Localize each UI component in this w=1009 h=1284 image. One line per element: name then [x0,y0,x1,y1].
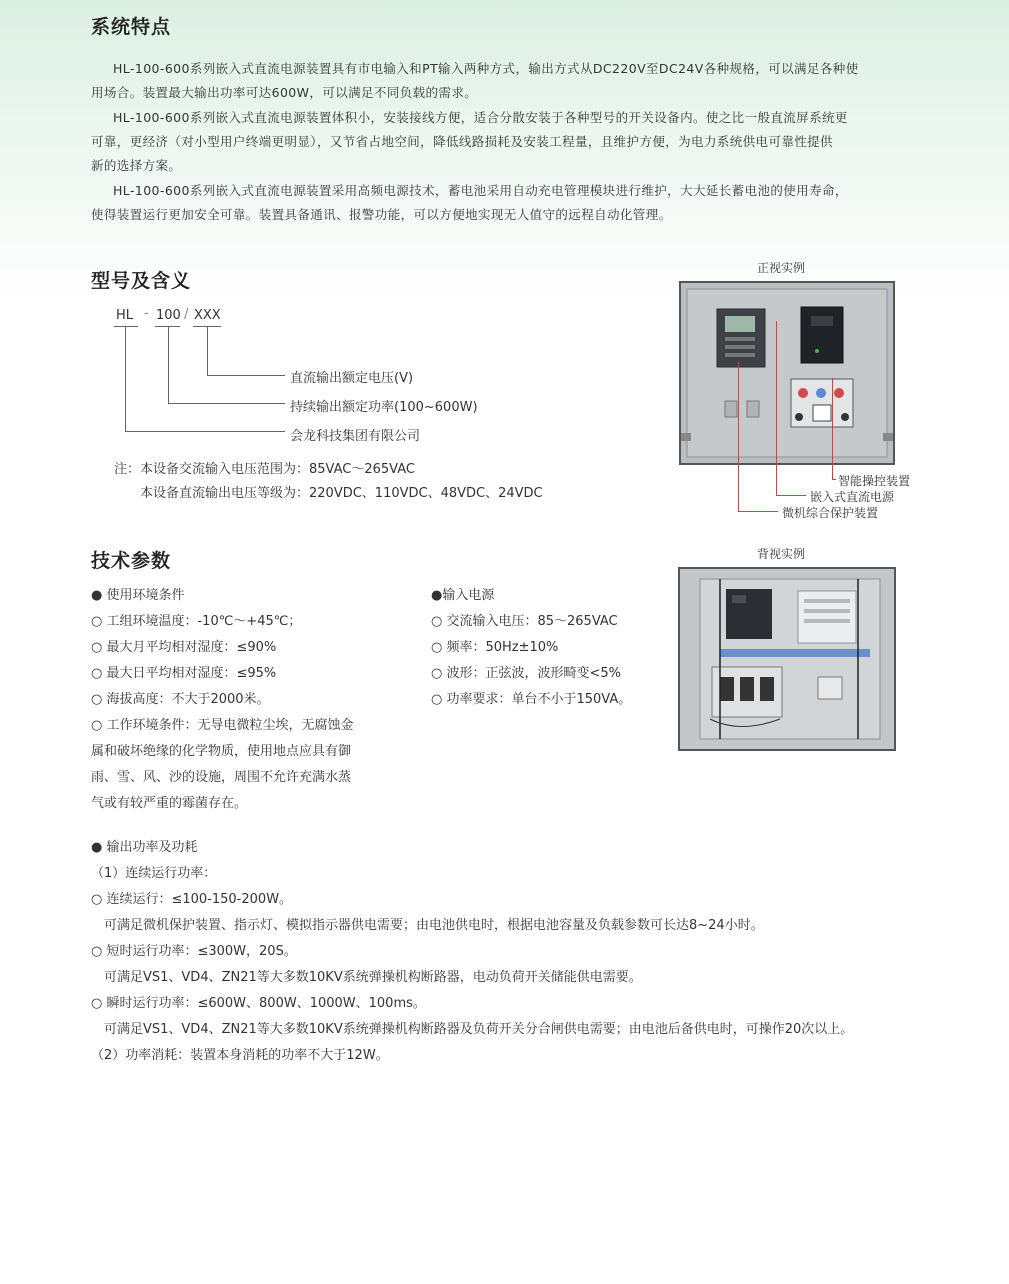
env-item-monthly-humidity: ○ 最大月平均相对湿度：≤90% [91,640,277,655]
leader-protection-v [738,362,739,512]
env-item-altitude: ○ 海拔高度：不大于2000米。 [91,692,270,707]
back-panel-illustration [680,569,894,749]
leader-dc-power-h [776,495,806,496]
env-item-conditions-1: ○ 工作环境条件：无导电微粒尘埃，无腐蚀金 [91,718,354,733]
front-label-protection: 微机综合保护装置 [782,506,879,520]
output-continuous-desc: 可满足微机保护装置、指示灯、模拟指示器供电需要；由电池供电时，根据电池容量及负载参数可长达8~24小时。 [104,918,764,933]
model-code-hl: HL [116,308,134,323]
env-item-conditions-4: 气或有较严重的霉菌存在。 [91,796,248,811]
env-item-conditions-2: 属和破坏绝缘的化学物质，使用地点应具有御 [91,744,352,759]
model-code-slash: / [184,307,189,322]
input-item-frequency: ○ 频率：50Hz±10% [431,640,559,655]
front-label-smart-control: 智能操控装置 [838,474,911,488]
leader-smart-control-v [832,378,833,480]
output-instant: ○ 瞬时运行功率：≤600W、800W、1000W、100ms。 [91,996,426,1011]
meaning-power: 持续输出额定功率(100~600W) [290,400,478,415]
leader-protection-h [738,511,778,512]
output-consumption: （2）功率消耗：装置本身消耗的功率不大于12W。 [91,1048,389,1063]
features-paragraphs [91,57,921,227]
features-p1-line1: HL-100-600系列嵌入式直流电源装置具有市电输入和PT输入两种方式，输出方式从DC220V至DC24V各种规格，可以满足各种使 [113,61,859,76]
input-item-voltage: ○ 交流输入电压：85～265VAC [431,614,618,629]
back-control-module-shape [798,591,856,643]
leader-company-horizontal [125,431,285,432]
meaning-company: 会龙科技集团有限公司 [290,429,421,444]
features-p1-line2: 用场合。装置最大输出功率可达600W，可以满足不同负载的需求。 [91,85,478,100]
back-view-photo [678,567,896,751]
input-header: ●输入电源 [431,588,495,603]
front-label-dc-power: 嵌入式直流电源 [810,490,895,504]
output-short-time-desc: 可满足VS1、VD4、ZN21等大多数10KV系统弹操机构断路器，电动负荷开关储能供电需要。 [104,970,642,985]
features-p2-line2: 可靠，更经济（对小型用户终端更明显），又节省占地空间，降低线路损耗及安装工程量，且维护方便，为电力系统供电可靠性提供 [91,134,833,149]
front-view-photo [679,281,895,465]
output-continuous-title: （1）连续运行功率： [91,866,217,881]
leader-voltage-horizontal [207,375,285,376]
env-item-daily-humidity: ○ 最大日平均相对湿度：≤95% [91,666,277,681]
features-p2-line1: HL-100-600系列嵌入式直流电源装置体积小，安装接线方便，适合分散安装于各种型号的开关设备内。使之比一般直流屏系统更 [113,110,848,125]
leader-voltage-vertical [207,326,208,376]
model-code-xxx: XXX [194,308,221,323]
features-title: 系统特点 [91,16,172,38]
back-din-rail-shape [720,649,870,657]
tech-title: 技术参数 [91,550,172,572]
output-instant-desc: 可满足VS1、VD4、ZN21等大多数10KV系统弹操机构断路器及负荷开关分合闸供电需要；由电池后备供电时，可操作20次以上。 [104,1022,854,1037]
front-panel-illustration [681,283,893,463]
input-item-waveform: ○ 波形：正弦波，波形畸变<5% [431,666,621,681]
meaning-voltage: 直流输出额定电压(V) [290,371,414,386]
output-header: ● 输出功率及功耗 [91,840,198,855]
back-view-caption: 背视实例 [757,547,806,561]
model-title: 型号及含义 [91,270,192,292]
env-item-temperature: ○ 工组环境温度：-10℃～+45℃； [91,614,302,629]
features-p2-line3: 新的选择方案。 [91,158,182,173]
output-continuous: ○ 连续运行：≤100-150-200W。 [91,892,293,907]
dc-power-shape [801,307,843,363]
model-code-100: 100 [156,308,181,323]
model-note-1: 注：本设备交流输入电压范围为：85VAC～265VAC [114,462,415,477]
model-note-2: 本设备直流输出电压等级为：220VDC、110VDC、48VDC、24VDC [140,486,543,501]
env-item-conditions-3: 雨、雪、风、沙的设施，周围不允许充满水蒸 [91,770,352,785]
code-underline-hl [114,326,138,327]
env-header: ● 使用环境条件 [91,588,185,603]
leader-power-horizontal [168,403,285,404]
input-item-power: ○ 功率要求：单台不小于150VA。 [431,692,632,707]
features-p3-line1: HL-100-600系列嵌入式直流电源装置采用高频电源技术，蓄电池采用自动充电管理模块进行维护，大大延长蓄电池的使用寿命， [113,183,848,198]
leader-power-vertical [168,326,169,404]
leader-smart-control-h [832,479,836,480]
model-code-dash: - [144,306,149,321]
leader-company-vertical [125,326,126,432]
features-p3-line2: 使得装置运行更加安全可靠。装置具备通讯、报警功能，可以方便地实现无人值守的远程自动化管理。 [91,207,672,222]
output-short-time: ○ 短时运行功率：≤300W，20S。 [91,944,297,959]
leader-dc-power-v [776,321,777,496]
front-view-caption: 正视实例 [757,261,806,275]
